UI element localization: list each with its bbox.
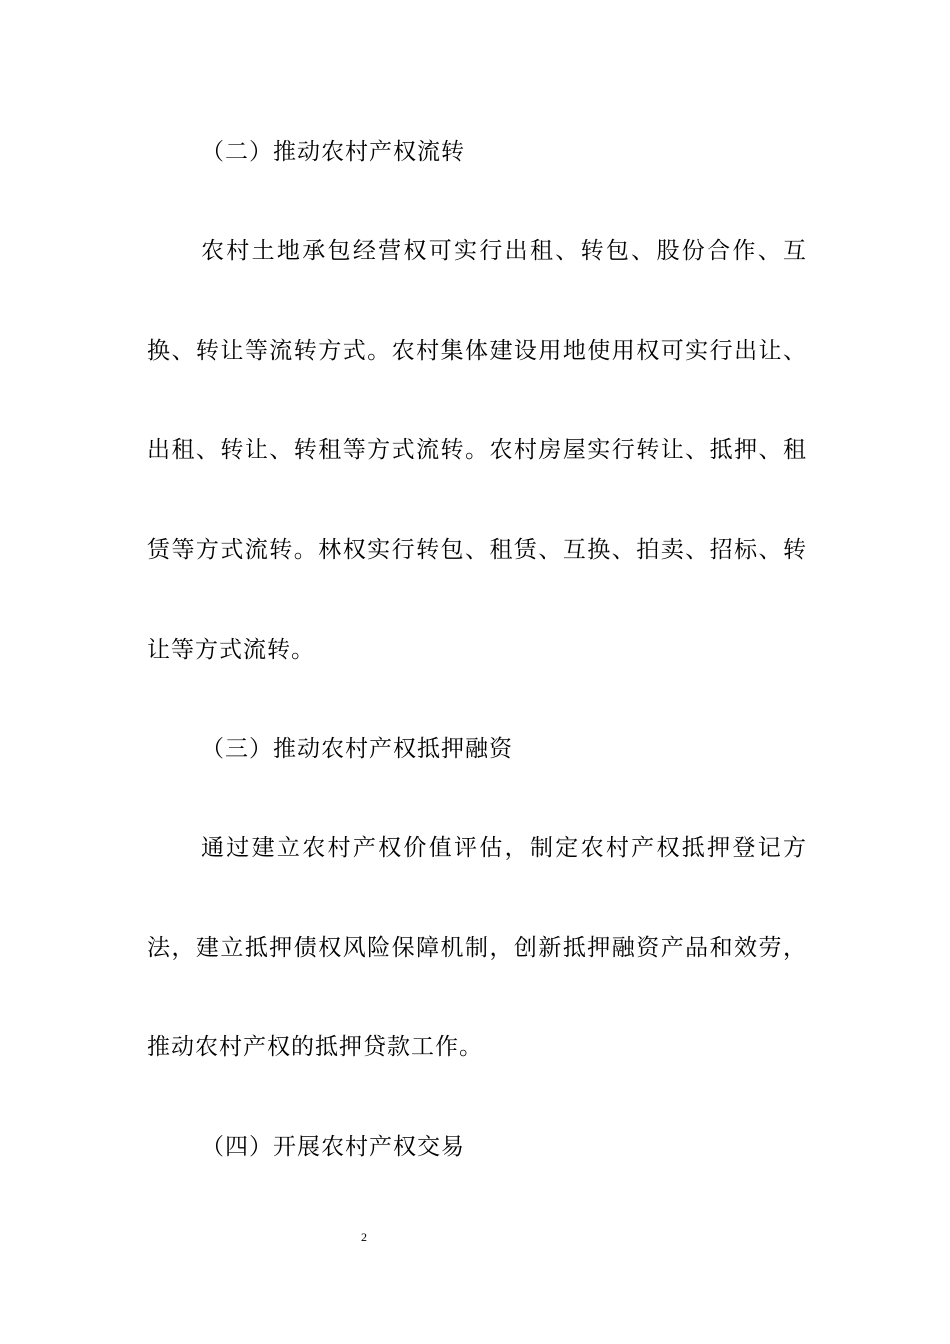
paragraph-line: 农村土地承包经营权可实行出租、转包、股份合作、互	[201, 238, 807, 264]
paragraph-line: 通过建立农村产权价值评估，制定农村产权抵押登记方	[201, 835, 807, 861]
paragraph-line: 推动农村产权的抵押贷款工作。	[147, 1034, 483, 1060]
section-heading-2: （二）推动农村产权流转	[201, 139, 465, 165]
paragraph-line: 换、转让等流转方式。农村集体建设用地使用权可实行出让、	[147, 338, 807, 364]
section-heading-4: （四）开展农村产权交易	[201, 1134, 465, 1160]
paragraph-line: 法，建立抵押债权风险保障机制，创新抵押融资产品和效劳，	[147, 935, 807, 961]
paragraph-line: 赁等方式流转。林权实行转包、租赁、互换、拍卖、招标、转	[147, 537, 807, 563]
paragraph-line: 让等方式流转。	[147, 637, 315, 663]
page-number: 2	[361, 1230, 367, 1244]
paragraph-line: 出租、转让、转租等方式流转。农村房屋实行转让、抵押、租	[147, 437, 807, 463]
section-heading-3: （三）推动农村产权抵押融资	[201, 736, 513, 762]
